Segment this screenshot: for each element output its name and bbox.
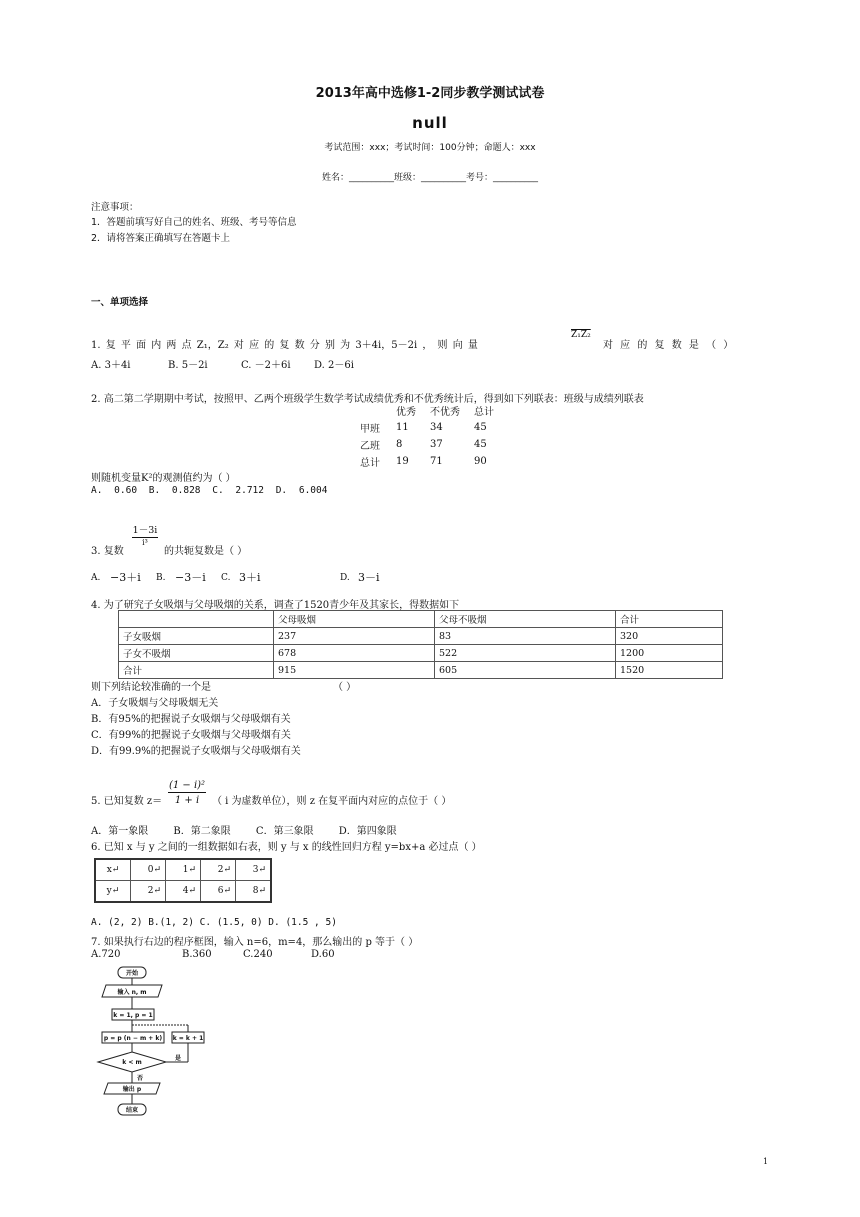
- section-heading: 一、单项选择: [91, 297, 149, 308]
- flow-output-label: 输出 p: [122, 1086, 142, 1093]
- table-cell: 父母吸烟: [274, 611, 435, 628]
- page-subtitle: null: [412, 114, 448, 132]
- q3-prefix: 3. 复数: [91, 546, 124, 557]
- q2-question: 则随机变量K²的观测值约为（ ）: [91, 473, 236, 484]
- q4-option-b: B．有95%的把握说子女吸烟与父母吸烟有关: [91, 714, 291, 725]
- table-cell: 1520: [616, 662, 723, 679]
- q3-option-c-label: C.: [221, 573, 231, 583]
- table-row: [95, 881, 271, 903]
- flow-end-label: 结束: [125, 1107, 139, 1114]
- student-fields: 姓名：__________班级：__________考号：__________: [321, 173, 538, 183]
- table-cell: 8↵: [236, 881, 272, 903]
- q1-option-a: A. 3＋4i: [91, 360, 131, 371]
- table-cell: 4↵: [166, 881, 201, 903]
- table-cell: 优秀: [396, 407, 416, 418]
- q3-option-b: −3－i: [175, 571, 206, 584]
- q5-numerator: (1 − i)²: [168, 780, 206, 791]
- q1-tail: 对 应 的 复 数 是 （ ）: [603, 340, 734, 351]
- flow-no-label: 否: [136, 1075, 144, 1082]
- table-cell: 1200: [616, 645, 723, 662]
- q4-question: 则下列结论较准确的一个是: [91, 682, 211, 693]
- table-row: [360, 402, 500, 419]
- table-cell: 3↵: [236, 859, 272, 881]
- notice-item-1: 1．答题前填写好自己的姓名、班级、考号等信息: [91, 217, 297, 228]
- table-cell: [360, 402, 396, 419]
- q1-option-c: C. －2＋6i: [241, 360, 291, 371]
- table-row: [360, 436, 500, 453]
- table-cell: 34: [430, 422, 443, 433]
- q4-option-d: D．有99.9%的把握说子女吸烟与父母吸烟有关: [91, 746, 301, 757]
- flow-cond-label: k < m: [122, 1059, 142, 1066]
- table-cell: 71: [430, 456, 443, 467]
- table-cell: 不优秀: [430, 407, 460, 418]
- q3-option-a-label: A.: [91, 573, 101, 583]
- exam-info: 考试范围：xxx；考试时间：100分钟；命题人：xxx: [324, 143, 536, 153]
- table-row: [119, 611, 723, 628]
- table-row: [95, 859, 271, 881]
- table-row: [360, 453, 500, 470]
- q3-option-d: 3－i: [358, 571, 380, 584]
- page-title: 2013年高中选修1-2同步教学测试试卷: [315, 86, 545, 101]
- table-cell: [119, 611, 274, 628]
- table-cell: x↵: [95, 859, 131, 881]
- q3-option-a: −3＋i: [110, 571, 141, 584]
- table-cell: 19: [396, 456, 409, 467]
- q7-option-a: A.720: [91, 949, 121, 960]
- table-cell: 320: [616, 628, 723, 645]
- table-cell: 45: [474, 439, 487, 450]
- table-cell: 37: [430, 439, 443, 450]
- table-cell: 83: [435, 628, 616, 645]
- table-cell: 522: [435, 645, 616, 662]
- flow-start-label: 开始: [125, 970, 139, 977]
- table-row: [119, 628, 723, 645]
- q5-prefix: 5. 已知复数 z＝: [91, 796, 163, 807]
- q4-paren: （ ）: [333, 682, 357, 693]
- table-cell: 237: [274, 628, 435, 645]
- notice-item-2: 2．请将答案正确填写在答题卡上: [91, 233, 231, 244]
- table-cell: y↵: [95, 881, 131, 903]
- q7-flowchart: [96, 964, 211, 1120]
- table-cell: 90: [474, 456, 487, 467]
- table-row: [119, 662, 723, 679]
- q4-table: [118, 610, 723, 679]
- q4-option-c: C．有99%的把握说子女吸烟与父母吸烟有关: [91, 730, 291, 741]
- table-cell: 子女吸烟: [119, 628, 274, 645]
- q7-stem: 7. 如果执行右边的程序框图，输入 n=6，m=4，那么输出的 p 等于（ ）: [91, 937, 419, 948]
- q3-suffix: 的共轭复数是（ ）: [164, 546, 248, 557]
- page-number: 1: [763, 1157, 769, 1166]
- q2-table: [360, 402, 500, 470]
- table-row: [360, 419, 500, 436]
- q3-option-b-label: B.: [156, 573, 166, 583]
- table-cell: 45: [474, 422, 487, 433]
- q4-option-a: A．子女吸烟与父母吸烟无关: [91, 698, 219, 709]
- q5-options: A．第一象限 B．第二象限 C．第三象限 D．第四象限: [91, 826, 397, 837]
- flow-inc-label: k = k + 1: [172, 1035, 204, 1042]
- flow-yes-label: 是: [174, 1055, 182, 1062]
- table-cell: 子女不吸烟: [119, 645, 274, 662]
- q1-stem: 1. 复 平 面 内 两 点 Z₁，Z₂ 对 应 的 复 数 分 别 为 3＋4i，5－2i ， 则 向 量: [91, 340, 478, 351]
- table-cell: 0↵: [131, 859, 166, 881]
- q5-suffix: （ i 为虚数单位），则 z 在复平面内对应的点位于（ ）: [212, 796, 452, 807]
- q2-stem: 2. 高二第二学期期中考试，按照甲、乙两个班级学生数学考试成绩优秀和不优秀统计后，得到如下列联表：班级与成绩列联表: [91, 394, 644, 405]
- table-cell: 2↵: [201, 859, 236, 881]
- table-cell: 11: [396, 422, 409, 433]
- notice-heading: 注意事项：: [91, 202, 139, 213]
- q7-option-c: C.240: [243, 949, 273, 960]
- table-cell: 合计: [119, 662, 274, 679]
- table-cell: 乙班: [360, 441, 380, 452]
- q3-option-c: 3＋i: [239, 571, 261, 584]
- flow-input-label: 输入 n, m: [117, 989, 147, 996]
- table-cell: 1↵: [166, 859, 201, 881]
- q7-option-d: D.60: [311, 949, 335, 960]
- q3-numerator: 1－3i: [132, 522, 158, 538]
- flow-calc-label: p = p (n − m + k): [103, 1035, 163, 1042]
- table-cell: 605: [435, 662, 616, 679]
- table-cell: 总计: [360, 458, 380, 469]
- table-cell: 678: [274, 645, 435, 662]
- q3-fraction: [132, 522, 158, 547]
- q5-denominator: 1 + i: [174, 795, 200, 806]
- q5-fraction: [168, 780, 206, 806]
- table-cell: 2↵: [131, 881, 166, 903]
- q3-option-d-label: D.: [340, 573, 350, 583]
- q1-option-b: B. 5－2i: [168, 360, 208, 371]
- q3-denominator: i³: [142, 538, 148, 547]
- q1-vector: Z₁Z₂: [571, 330, 591, 340]
- table-cell: 父母不吸烟: [435, 611, 616, 628]
- q1-option-d: D. 2－6i: [314, 360, 354, 371]
- table-cell: 甲班: [360, 424, 380, 435]
- q7-option-b: B.360: [182, 949, 212, 960]
- table-cell: 合计: [616, 611, 723, 628]
- q2-options: A. 0.60 B. 0.828 C. 2.712 D. 6.004: [91, 485, 328, 496]
- table-cell: 6↵: [201, 881, 236, 903]
- table-cell: 8: [396, 439, 403, 450]
- q6-table: [94, 858, 272, 903]
- table-cell: 915: [274, 662, 435, 679]
- q6-options: A. (2, 2) B.(1, 2) C. (1.5, 0) D. (1.5 , 5): [91, 917, 337, 928]
- table-cell: 总计: [474, 407, 494, 418]
- flow-init-label: k = 1, p = 1: [113, 1012, 153, 1019]
- table-row: [119, 645, 723, 662]
- q6-stem: 6. 已知 x 与 y 之间的一组数据如右表，则 y 与 x 的线性回归方程 y=bx+a 必过点（ ）: [91, 842, 482, 853]
- q4-stem: 4. 为了研究子女吸烟与父母吸烟的关系，调查了1520青少年及其家长，得数据如下: [91, 600, 460, 611]
